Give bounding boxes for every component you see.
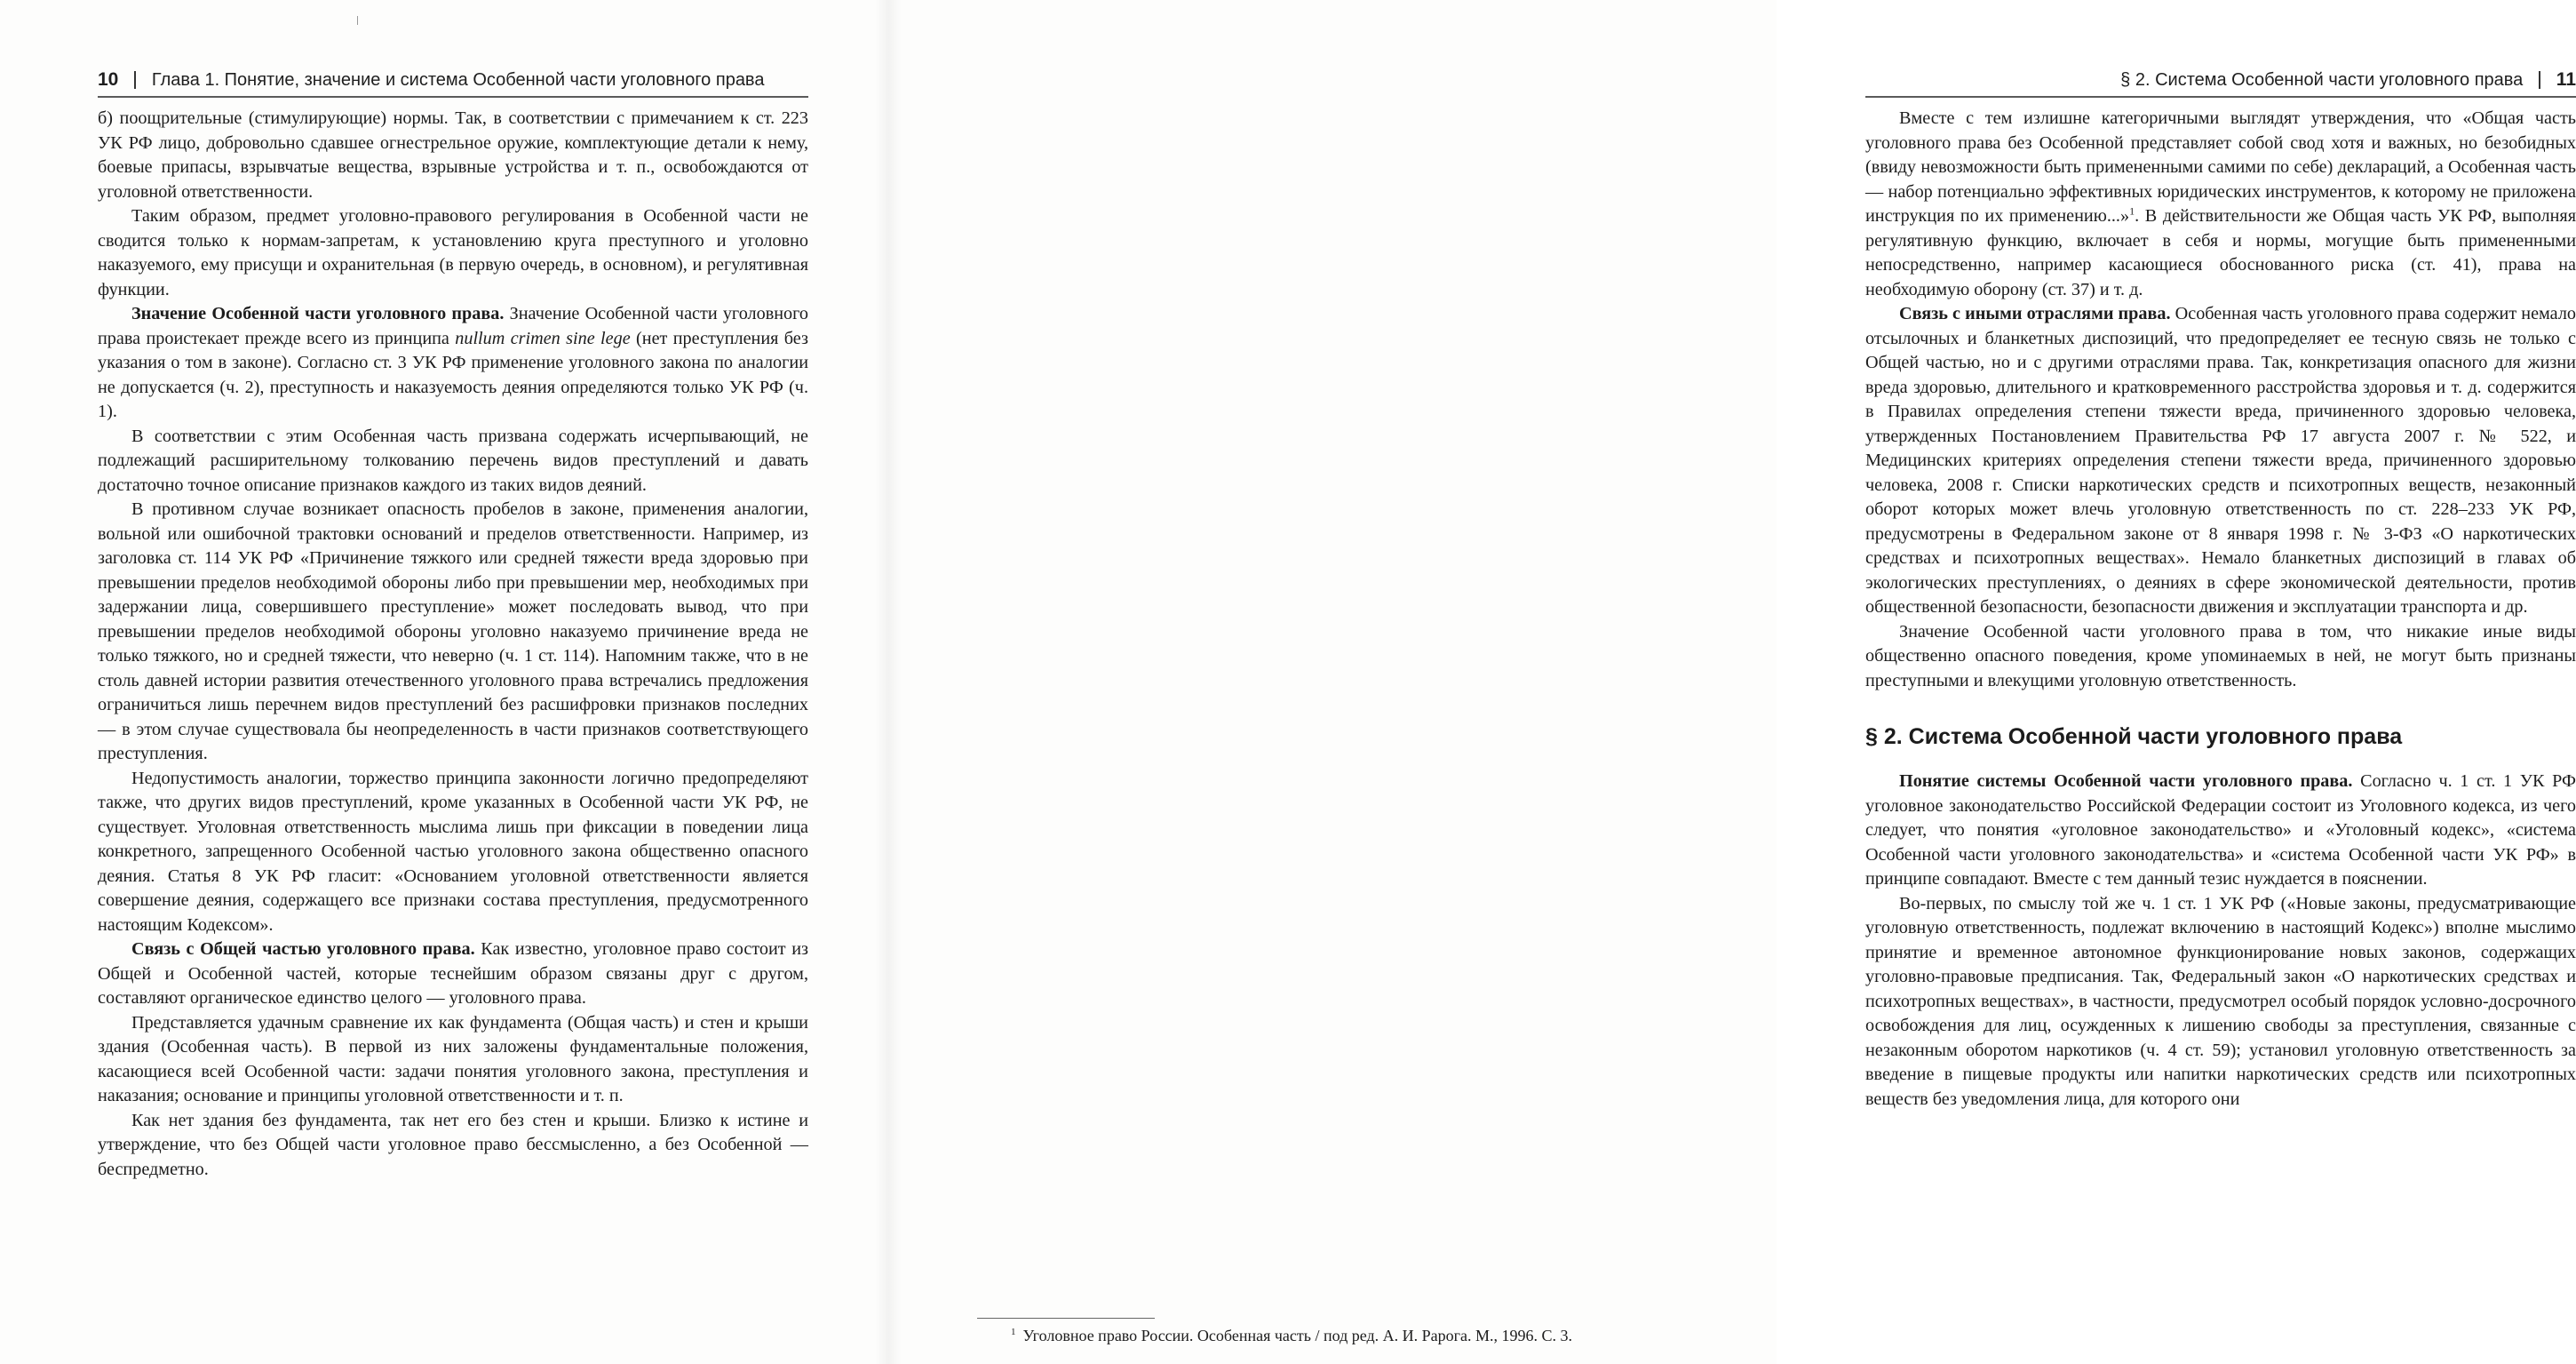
paragraph [1865,107,2576,302]
footnote-text: Уголовное право России. Особенная часть / под ред. А. И. Рарога. М., 1996. С. 3. [1022,1327,1573,1344]
right-page [888,0,2576,1364]
paragraph: Таким образом, предмет уголовно-правового регулирования в Особенной части не сводится только к нормам-запретам, к установлению круга преступного и уголовно наказуемого, ему присущи и охранительная (в первую очередь, в основном), и регулятивная функции. [98,206,808,299]
right-text-column [1865,107,2576,1112]
paragraph-text: . В действительности же Общая часть УК РФ, выполняя регулятивную функцию, включает в себя и нормы, могущие быть примененными непосредственно, например касающиеся обоснованного риска (ст. 41), права на необходимую оборону (ст. 37) и т. д. [1865,206,2576,299]
right-page-header [1865,64,2576,96]
paragraph: Недопустимость аналогии, торжество принципа законности логично предопределяют также, что других видов преступлений, кроме указанных в Особенной части УК РФ, не существует. Уголовная ответственность мыслима лишь при фиксации в поведении лица конкретного, запрещенного Особенной частью уголовного закона общественно опасного деяния. Статья 8 УК РФ гласит: «Основанием уголовной ответственности является совершение деяния, содержащего все признаки состава преступления, предусмотренного настоящим Кодексом». [98,768,808,935]
paragraph-lead: Понятие системы Особенной части уголовного права. [1899,771,2353,791]
left-page-number: 10 [98,69,119,90]
paragraph-text: Вместе с тем излишне категоричными выглядят утверждения, что «Общая часть уголовного права без Особенной представляет собой свод хотя и важных, но безобидных (ввиду невозможности быть примененными самими по себе) деклараций, а Особенная часть — набор потенциально эффективных юридических инструментов, к которому не приложена инструкция по их применению...» [1865,108,2576,226]
footnote [977,1324,1688,1347]
left-page [0,0,888,1364]
paragraph: б) поощрительные (стимулирующие) нормы. Так, в соответствии с примечанием к ст. 223 УК РФ лицо, добровольно сдавшее огнестрельное оружие, комплектующие детали к нему, боевые припасы, взрывчатые вещества, взрывные устройства и т. п., освобождаются от уголовной ответственности. [98,108,808,202]
paragraph [98,302,808,425]
right-running-title: § 2. Система Особенной части уголовного права [2120,69,2524,90]
section-heading: § 2. Система Особенной части уголовного права [1865,724,2403,749]
left-text-column [98,107,808,1182]
footnote-marker: 1 [1011,1327,1016,1337]
right-header-rule [1865,96,2576,98]
paragraph: Представляется удачным сравнение их как фундамента (Общая часть) и стен и крыши здания (Особенная часть). В первой из них заложены фундаментальные положения, касающиеся всей Особенной части: задачи понятия уголовного закона, преступления и наказания; основание и принципы уголовной ответственности и т. п. [98,1012,808,1105]
paragraph-text: Согласно ч. 1 ст. 1 УК РФ уголовное законодательство Российской Федерации состоит из Уголовного кодекса, из чего следует, что понятия «уголовное законодательство» и «Уголовный кодекс», «система Особенной части уголовного законодательства» и «система Особенной части УК РФ» в принципе совпадают. Вместе с тем данный тезис нуждается в пояснении. [1865,771,2576,889]
paragraph-text: Особенная часть уголовного права содержит немало отсылочных и бланкетных диспозиций, что предопределяет ее тесную связь не только с Общей частью, но и с другими отраслями права. Так, конкретизация опасного для жизни вреда здоровью, длительного и кратковременного расстройства здоровья и т. д. содержится в Правилах определения степени тяжести вреда, причиненного здоровью человека, утвержденных Постановлением Правительства РФ 17 августа 2007 г. № 522, и Медицинских критериях определения степени тяжести вреда, причиненного здоровью человека, 2008 г. Списки наркотических средств и психотропных веществ, незаконный оборот которых может влечь уголовную ответственность по ст. 228–233 УК РФ, предусмотрены в Федеральном законе от 8 января 1998 г. № 3-ФЗ «О наркотических средствах и психотропных веществах». Немало бланкетных диспозиций в главах об экологических преступлениях, о деяниях в сфере экономической деятельности, против общественной безопасности, безопасности движения и эксплуатации транспорта и др. [1865,304,2576,617]
paragraph-text: (нет преступления без указания о том в законе). Согласно ст. 3 УК РФ применение уголовного закона по аналогии не допускается (ч. 2), преступность и наказуемость деяния определяются только УК РФ (ч. 1). [98,328,808,421]
left-running-title: Глава 1. Понятие, значение и система Особенной части уголовного права [151,69,765,90]
paragraph: В соответствии с этим Особенная часть призвана содержать исчерпывающий, не подлежащий расширительному толкованию перечень видов преступлений и давать достаточно точное описание признаков каждого из таких видов деяний. [98,426,808,495]
left-header-rule [98,96,808,98]
paragraph: Как нет здания без фундамента, так нет его без стен и крыши. Близко к истине и утверждение, что без Общей части уголовное право бессмысленно, а без Особенной — беспредметно. [98,1110,808,1179]
paragraph: Во-первых, по смыслу той же ч. 1 ст. 1 УК РФ («Новые законы, предусматривающие уголовную ответственность, подлежат включению в настоящий Кодекс») вполне мыслимо принятие и временное автономное функционирование новых законов, содержащих уголовно-правовые предписания. Так, Федеральный закон «О наркотических средствах и психотропных веществах», в частности, предусмотрел особый порядок условно-досрочного освобождения для лиц, осужденных к лишению свободы за преступления, связанные с незаконным оборотом наркотиков (ч. 4 ст. 59); установил уголовную ответственность за введение в пищевые продукты или напитки наркотических средств или психотропных веществ без уведомления лица, для которого они [1865,893,2576,1109]
paragraph-lead: Значение Особенной части уголовного права. [131,304,505,323]
left-page-header [98,64,808,96]
footnote-reference[interactable]: 1 [2129,204,2135,218]
paragraph-lead: Связь с иными отраслями права. [1899,304,2171,323]
paragraph [98,937,808,1011]
latin-phrase: nullum crimen sine lege [455,328,631,348]
header-separator [2539,71,2540,89]
paragraph [1865,302,2576,620]
paragraph-lead: Связь с Общей частью уголовного права. [131,939,475,959]
paragraph: В противном случае возникает опасность пробелов в законе, применения аналогии, вольной или ошибочной трактовки оснований и пределов ответственности. Например, из заголовка ст. 114 УК РФ «Причинение тяжкого или средней тяжести вреда здоровью при превышении пределов необходимой обороны либо при превышении мер, необходимых при задержании лица, совершившего преступление» может последовать вывод, что при превышении пределов необходимой обороны уголовно наказуемо причинение вреда не только тяжкого, но и средней тяжести, что неверно (ч. 1 ст. 114). Напомним также, что в не столь давней истории развития отечественного уголовного права встречались предложения ограничиться лишь перечнем видов преступлений без расшифровки признаков последних — в этом случае существовала бы неопределенность в части признаков соответствующего преступления. [98,499,808,763]
paragraph: Значение Особенной части уголовного права в том, что никакие иные виды общественно опасного поведения, кроме упоминаемых в ней, не могут быть признаны преступными и влекущими уголовную ответственность. [1865,621,2576,690]
paragraph-text: Как известно, уголовное право состоит из Общей и Особенной частей, которые теснейшим образом связаны друг с другом, составляют органическое единство целого — уголовного права. [98,939,809,1008]
paragraph-text: Значение Особенной части уголовного права проистекает прежде всего из принципа [98,304,809,348]
paragraph [1865,770,2576,892]
header-separator [134,71,136,89]
right-page-number: 11 [2556,69,2576,90]
footnote-separator [977,1318,1155,1319]
